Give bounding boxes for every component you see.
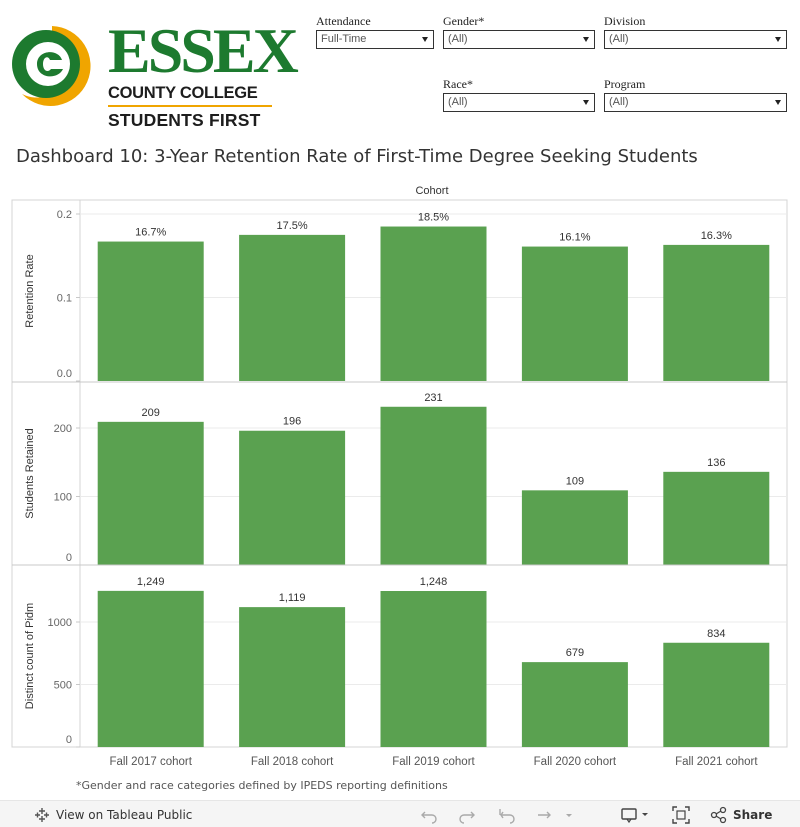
bar: [381, 591, 487, 747]
y-tick-label: 500: [53, 679, 72, 692]
filter-value: (All): [609, 33, 629, 45]
y-tick-label: 0.2: [56, 209, 72, 221]
data-label: 1,119: [278, 592, 306, 605]
chevron-down-icon: [775, 37, 781, 42]
bar: [522, 662, 628, 747]
bar: [522, 247, 628, 381]
data-label: 679: [565, 647, 585, 660]
dashboard-title: Dashboard 10: 3-Year Retention Rate of First-Time Degree Seeking Students: [16, 146, 698, 167]
view-on-tableau-label: View on Tableau Public: [56, 807, 193, 822]
filter-program: [604, 77, 787, 112]
data-label: 17.5%: [276, 219, 308, 232]
bar: [663, 643, 769, 747]
y-tick-label: 0.0: [56, 368, 72, 380]
x-tick-label: Fall 2017 cohort: [109, 756, 192, 768]
y-tick-label: 100: [53, 491, 72, 504]
x-tick-label: Fall 2019 cohort: [392, 756, 475, 768]
filter-value: (All): [448, 33, 468, 45]
y-tick-label: 0.1: [56, 292, 72, 305]
filter-attendance: [316, 14, 434, 49]
view-on-tableau-button[interactable]: [34, 801, 192, 827]
filter-label: Program: [604, 77, 646, 91]
y-tick-label: 1000: [47, 617, 72, 629]
revert-icon[interactable]: [498, 806, 516, 824]
data-label: 1,249: [136, 575, 165, 588]
data-label: 231: [424, 391, 443, 404]
filter-value: (All): [609, 96, 629, 108]
filter-gender: [443, 14, 595, 49]
race-select[interactable]: [443, 93, 595, 112]
data-label: 136: [707, 456, 726, 469]
filter-label: Gender*: [443, 14, 485, 28]
essex-logo-mark: [10, 24, 94, 108]
bar: [381, 227, 487, 381]
y-tick-label: 0: [65, 552, 72, 564]
bar: [98, 591, 204, 747]
y-tick-label: 200: [53, 423, 72, 435]
bar: [239, 235, 345, 381]
data-label: 109: [565, 475, 585, 488]
bar: [663, 472, 769, 565]
undo-icon[interactable]: [420, 806, 438, 824]
y-tick-label: 0: [65, 734, 72, 746]
fullscreen-icon[interactable]: [672, 806, 690, 824]
bar: [239, 431, 345, 565]
data-label: 16.3%: [700, 229, 732, 242]
filter-race: [443, 77, 595, 112]
data-label: 18.5%: [417, 211, 450, 224]
chevron-down-icon: [583, 100, 589, 105]
logo-line1: COUNTY COLLEGE: [108, 84, 258, 102]
tableau-toolbar: [0, 800, 800, 827]
filter-label: Attendance: [316, 14, 371, 28]
logo-line2: STUDENTS FIRST: [108, 110, 261, 130]
data-label: 196: [282, 415, 302, 428]
attendance-select[interactable]: [316, 30, 434, 49]
share-label: Share: [733, 807, 773, 822]
download-icon[interactable]: [620, 806, 654, 824]
gender-select[interactable]: [443, 30, 595, 49]
chevron-down-icon: [583, 37, 589, 42]
data-label: 16.7%: [135, 226, 167, 239]
redo-icon[interactable]: [458, 806, 476, 824]
chart-header: Cohort: [415, 185, 449, 197]
bar: [98, 422, 204, 565]
y-axis-label: Students Retained: [24, 428, 36, 519]
program-select[interactable]: [604, 93, 787, 112]
footnote: *Gender and race categories defined by IPEDS reporting definitions: [76, 779, 448, 792]
filter-value: Full-Time: [321, 33, 367, 45]
logo-name: ESSEX: [108, 15, 296, 86]
logo-divider: [108, 105, 272, 107]
bar: [522, 490, 628, 565]
retention-chart: [0, 180, 800, 774]
share-icon: [710, 806, 728, 824]
x-tick-label: Fall 2021 cohort: [675, 756, 758, 768]
x-tick-label: Fall 2020 cohort: [533, 756, 617, 768]
y-axis-label: Retention Rate: [24, 254, 36, 328]
x-tick-label: Fall 2018 cohort: [250, 756, 334, 768]
chevron-down-icon: [422, 37, 428, 42]
chevron-down-icon: [775, 100, 781, 105]
bar: [98, 242, 204, 381]
data-label: 209: [141, 406, 160, 419]
chevron-down-icon[interactable]: [562, 806, 576, 824]
tableau-icon: [34, 807, 50, 823]
division-select[interactable]: [604, 30, 787, 49]
data-label: 1,248: [419, 576, 448, 588]
bar: [663, 245, 769, 381]
refresh-icon[interactable]: [535, 806, 553, 824]
bar: [381, 407, 487, 565]
filter-label: Race*: [443, 77, 473, 91]
essex-logo: [10, 15, 296, 134]
filter-division: [604, 14, 787, 49]
filter-value: (All): [448, 96, 468, 108]
data-label: 16.1%: [559, 231, 591, 244]
share-button[interactable]: [710, 801, 772, 827]
y-axis-label: Distinct count of Pidm: [24, 602, 36, 710]
filter-label: Division: [604, 14, 646, 28]
data-label: 834: [707, 627, 726, 640]
bar: [239, 607, 345, 747]
